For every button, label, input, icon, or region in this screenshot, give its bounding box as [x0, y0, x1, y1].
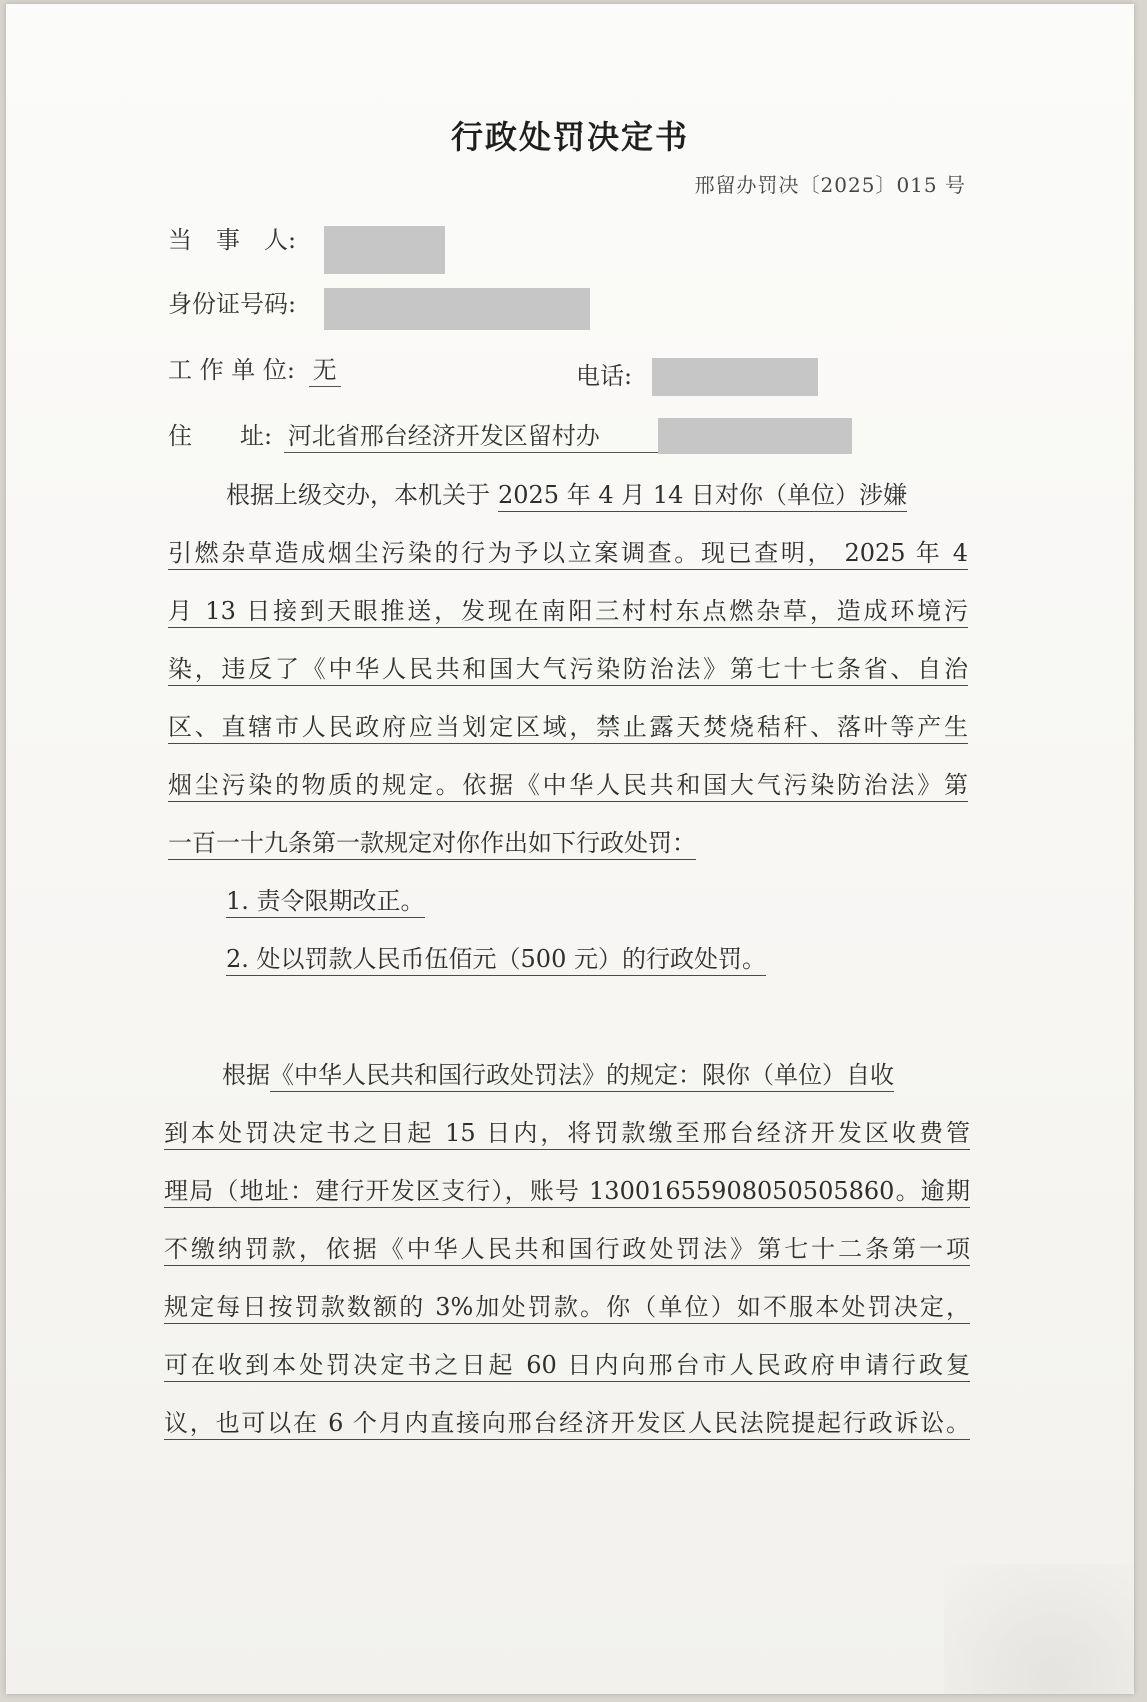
- paragraph-line: [164, 1046, 970, 1104]
- paragraph-text: 一百一十九条第一款规定对你作出如下行政处罚：: [168, 829, 696, 860]
- employer-value: 无: [309, 356, 341, 387]
- payment-paragraph: [164, 1046, 970, 1452]
- id-number-label: 身份证号码:: [168, 290, 297, 318]
- paragraph-line: [168, 582, 968, 640]
- paragraph-line: [168, 640, 968, 698]
- paragraph-text: 规定每日按罚款数额的 3%加处罚款。你（单位）如不服本处罚决定，: [164, 1293, 970, 1324]
- document-title: 行政处罚决定书: [450, 118, 689, 156]
- paragraph-text: 烟尘污染的物质的规定。依据《中华人民共和国大气污染防治法》第: [168, 771, 968, 802]
- penalty-item-text: 2. 处以罚款人民币伍佰元（500 元）的行政处罚。: [226, 945, 766, 976]
- phone-label: 电话:: [576, 362, 633, 390]
- decision-paragraph: [168, 466, 968, 988]
- address-redaction: [658, 418, 852, 454]
- paragraph-text: 《中华人民共和国行政处罚法》的规定：限你（单位）自收: [270, 1061, 894, 1092]
- party-name-redaction: [324, 226, 445, 274]
- paragraph-line: [164, 1394, 970, 1452]
- employer-label: [168, 350, 341, 385]
- paragraph-text: 理局（地址：建行开发区支行），账号 13001655908050505860。逾期: [164, 1177, 970, 1208]
- paragraph-text: 议，也可以在 6 个月内直接向邢台经济开发区人民法院提起行政诉讼。: [164, 1409, 970, 1440]
- party-label: 当 事 人:: [168, 226, 297, 254]
- paragraph-line: [164, 1104, 970, 1162]
- paragraph-text: 染，违反了《中华人民共和国大气污染防治法》第七十七条省、自治: [168, 655, 968, 686]
- paragraph-text: 不缴纳罚款，依据《中华人民共和国行政处罚法》第七十二条第一项: [164, 1235, 970, 1266]
- penalty-item-2: [168, 930, 968, 988]
- employer-label-text: 工 作 单 位:: [168, 356, 295, 384]
- paragraph-text: 根据上级交办，本机关于: [226, 481, 490, 509]
- paragraph-line: [168, 524, 968, 582]
- penalty-item-text: 1. 责令限期改正。: [226, 887, 425, 918]
- paragraph-line: [164, 1162, 970, 1220]
- document-number: 邢留办罚决〔2025〕015 号: [694, 173, 966, 197]
- paragraph-line: [168, 698, 968, 756]
- document-page: [6, 4, 1134, 1694]
- paragraph-text: 月 13 日接到天眼推送，发现在南阳三村村东点燃杂草，造成环境污: [168, 597, 968, 628]
- paragraph-text: 到本处罚决定书之日起 15 日内，将罚款缴至邢台经济开发区收费管: [164, 1119, 970, 1150]
- phone-redaction: [652, 358, 818, 396]
- address-label-text: 住 址:: [168, 422, 273, 450]
- paragraph-line: [168, 466, 968, 524]
- paragraph-line: [168, 756, 968, 814]
- penalty-item-1: [168, 872, 968, 930]
- paragraph-text: 2025 年 4 月 14 日对你（单位）涉嫌: [498, 481, 907, 512]
- paragraph-line: [164, 1278, 970, 1336]
- paragraph-line: [164, 1336, 970, 1394]
- id-number-redaction: [324, 288, 590, 330]
- paragraph-line: [168, 814, 968, 872]
- address-value: 河北省邢台经济开发区留村办: [284, 422, 800, 453]
- paragraph-text: 区、直辖市人民政府应当划定区域，禁止露天焚烧秸秆、落叶等产生: [168, 713, 968, 744]
- paragraph-text: 引燃杂草造成烟尘污染的行为予以立案调查。现已查明， 2025 年 4: [168, 539, 968, 570]
- paragraph-text: 根据: [222, 1061, 270, 1089]
- paragraph-line: [164, 1220, 970, 1278]
- paragraph-text: 可在收到本处罚决定书之日起 60 日内向邢台市人民政府申请行政复: [164, 1351, 970, 1382]
